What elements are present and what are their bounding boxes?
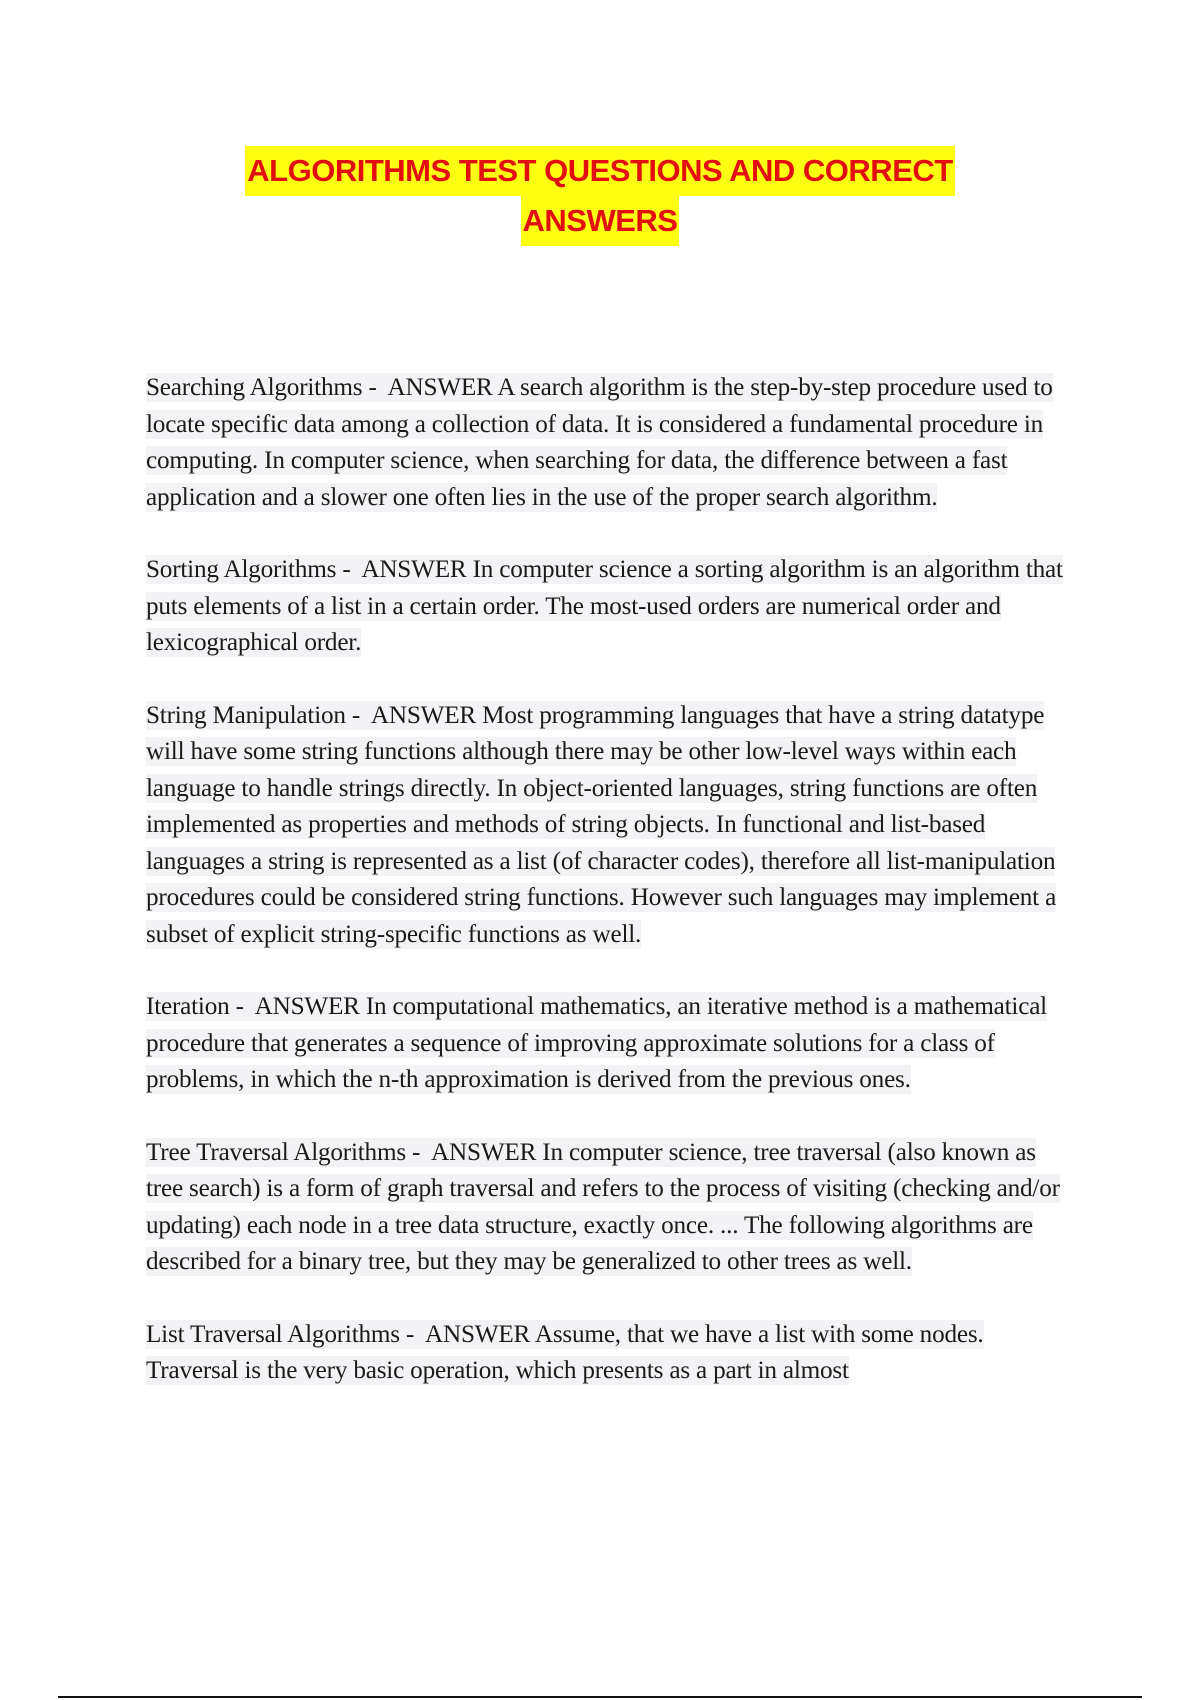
title-line-2: ANSWERS [521, 196, 680, 246]
qa-list [146, 370, 1066, 1426]
qa-separator: - [405, 1138, 432, 1166]
qa-term: List Traversal Algorithms [146, 1320, 400, 1348]
qa-term: Tree Traversal Algorithms [146, 1138, 406, 1166]
qa-term: Sorting Algorithms [146, 556, 337, 583]
qa-item [146, 698, 1066, 954]
qa-separator: - [345, 701, 371, 729]
qa-item [146, 1135, 1066, 1281]
document-title [140, 146, 1060, 246]
qa-separator: - [362, 374, 388, 401]
qa-term: String Manipulation [146, 701, 346, 729]
qa-item [146, 989, 1066, 1099]
qa-answer: ANSWER In computer science a sorting algorithm is an algorithm that puts elements of a list in a certain order. The most-used orders are numerical order and lexicographical order. [146, 556, 1063, 656]
qa-item [146, 552, 1066, 662]
qa-answer: ANSWER Most programming languages that have a string datatype will have some string functions although there may be other low-level ways within each language to handle strings directly. In object-oriented languages, string functions are often implemented as properties and methods of string objects. In functional and list-based languages a string is represented as a list (of character codes), therefore all list-manipulation procedures could be considered string functions. However such languages may implement a subset of explicit string-specific functions as well. [146, 701, 1057, 948]
qa-separator: - [336, 556, 362, 583]
qa-answer: ANSWER In computational mathematics, an iterative method is a mathematical procedure that generates a sequence of improving approximate solutions for a class of problems, in which the n-th approximation is derived from the previous ones. [146, 993, 1047, 1093]
qa-term: Searching Algorithms [146, 374, 363, 401]
qa-answer: ANSWER In computer science, tree traversal (also known as tree search) is a form of graph traversal and refers to the process of visiting (checking and/or updating) each node in a tree data structure, exactly once. ... The following algorithms are described for a binary tree, but they may be generalized to other trees as well. [146, 1138, 1060, 1275]
qa-item [146, 370, 1066, 516]
qa-answer: ANSWER Assume, that we have a list with some nodes. Traversal is the very basic operation, which presents as a part in almost [146, 1320, 984, 1384]
qa-term: Iteration [146, 993, 230, 1020]
title-line-1: ALGORITHMS TEST QUESTIONS AND CORRECT [245, 146, 954, 196]
qa-item [146, 1317, 1066, 1390]
qa-separator: - [399, 1320, 425, 1348]
qa-separator: - [229, 993, 255, 1020]
page-bottom-rule [58, 1696, 1142, 1698]
qa-answer: ANSWER A search algorithm is the step-by-step procedure used to locate specific data among a collection of data. It is considered a fundamental procedure in computing. In computer science, when searching for data, the difference between a fast application and a slower one often lies in the use of the proper search algorithm. [146, 374, 1053, 511]
